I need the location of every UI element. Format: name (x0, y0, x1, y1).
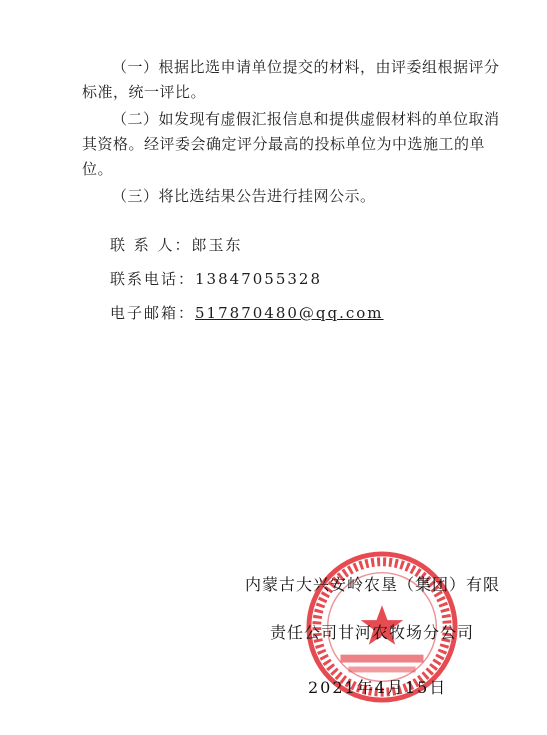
rule-paragraph-1 (82, 55, 507, 105)
rule-text-2: （二）如发现有虚假汇报信息和提供虚假材料的单位取消其资格。经评委会确定评分最高的投标单位为中选施工的单位。 (82, 110, 500, 178)
rule-paragraph-3 (82, 184, 507, 209)
contact-phone-row (110, 268, 322, 289)
contact-email-row (110, 302, 384, 323)
contact-phone-label: 联系电话： (110, 270, 196, 288)
rule-paragraph-2 (82, 107, 507, 182)
signature-org-line1: 内蒙古大兴安岭农垦（集团）有限 (245, 575, 501, 594)
contact-email-link[interactable]: 517870480@qq.com (195, 304, 384, 322)
rule-text-3: （三）将比选结果公告进行挂网公示。 (112, 187, 376, 205)
signature-org-line2: 责任公司甘河农牧场分公司 (270, 623, 475, 642)
contact-person-row (110, 234, 243, 255)
contact-phone-value: 13847055328 (195, 270, 322, 288)
rule-text-1: （一）根据比选申请单位提交的材料，由评委组根据评分标准，统一评比。 (82, 58, 500, 101)
signature-date: 2021年4月15日 (308, 678, 448, 697)
contact-person-label: 联 系 人： (110, 236, 192, 254)
contact-email-label: 电子邮箱： (110, 304, 196, 322)
contact-person-value: 郎玉东 (191, 236, 243, 254)
